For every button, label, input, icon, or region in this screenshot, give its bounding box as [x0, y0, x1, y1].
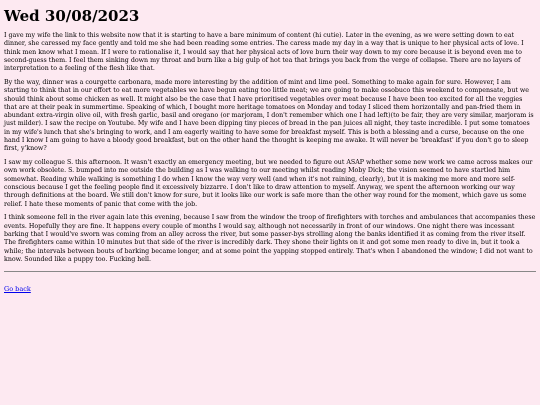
entry-paragraph-2: By the way, dinner was a courgette carbonara, made more interesting by the addition of mint and lime peel. Something to make again for sure. However, I am starting to think that in our effort to eat more vegetables we have begun eating too little meat; we are going to make ossobuco this weekend to compensate, but we should think about some chicken as well. It might also be the case that I have prioritised vegetables over meat because I have been too excited for all the veggies that are at their peak in summertime. Speaking of which, I bought more heritage tomatoes on Monday and today I sliced them horizontally and pan-fried them in abundant extra-virgin olive oil, with fresh garlic, basil and oregano (or marjoram, I don't remember which one I had left)(to be fair, they are very similar, marjoram is just milder). I saw the recipe on Youtube. My wife and I have been dipping tiny pieces of bread in the pan juices all night, they taste incredible. I put some tomatoes in my wife's lunch that she's bringing to work, and I am eagerly waiting to have some for breakfast myself. This is both a blessing and a curse, because on the one hand I know I am going to have a bloody good breakfast, but on the other hand the thought is keeping me awake. It will never be 'breakfast' if you don't go to sleep first, y'know? [4, 78, 534, 153]
go-back-link[interactable]: Go back [4, 285, 31, 294]
page-title: Wed 30/08/2023 [4, 7, 140, 25]
entry-paragraph-3: I saw my colleague S. this afternoon. It wasn't exactly an emergency meeting, but we needed to figure out ASAP whether some new work we came across makes our own work obsolete. S. bumped into me outside the building as I was walking to our meeting whilst reading Moby Dick; the vision seemed to have startled him somewhat. Reading while walking is something I do when I know the way very well (and when it's not raining, clearly), but it is making me more and more self-conscious because I get the feeling people find it excessively bizzarre. I don't like to draw attention to myself. Anyway, we spent the afternoon working our way through definitions at the board. We still don't know for sure, but it looks like our work is safe more than the other way round for the moment, which gave us some relief. I hate these moments of panic that come with the job. [4, 159, 533, 208]
entry-paragraph-1: I gave my wife the link to this website now that it is starting to have a bare minimum of content (hi cutie). Later in the evening, as we were setting down to eat dinner, she caressed my face gently and told me she had been reading some entries. The caress made my day in a way that is unique to her physical acts of love. I think men know what I mean. If I were to rationalise it, I would say that her physical acts of love burn their way down to my core because it is beyond even me to second-guess them. I feel them sinking down my throat and burn like a big gulp of hot tea that brings you back from the verge of collapse. There are no layers of interpretation to a feeling of the flesh like that. [4, 32, 524, 73]
divider [4, 271, 536, 272]
entry-paragraph-4: I think someone fell in the river again late this evening, because I saw from the window the troop of firefighters with torches and ambulances that accompanies these events. Hopefully they are fine. It happens every couple of months I would say, although not necessarily in front of our windows. One night there was incessant barking that I would've sworn was coming from an alley across the river, but some passer-bys strolling along the banks identified it as coming from the river itself. The firefighters came within 10 minutes but that side of the river is incredibly dark. They shone their lights on it and got some men ready to dive in, but it took a while; the intervals between bouts of barking became longer, and at some point the yapping stopped entirely. That's when I abandoned the window; I did not want to know. Sounded like a puppy too. Fucking hell. [4, 214, 536, 263]
